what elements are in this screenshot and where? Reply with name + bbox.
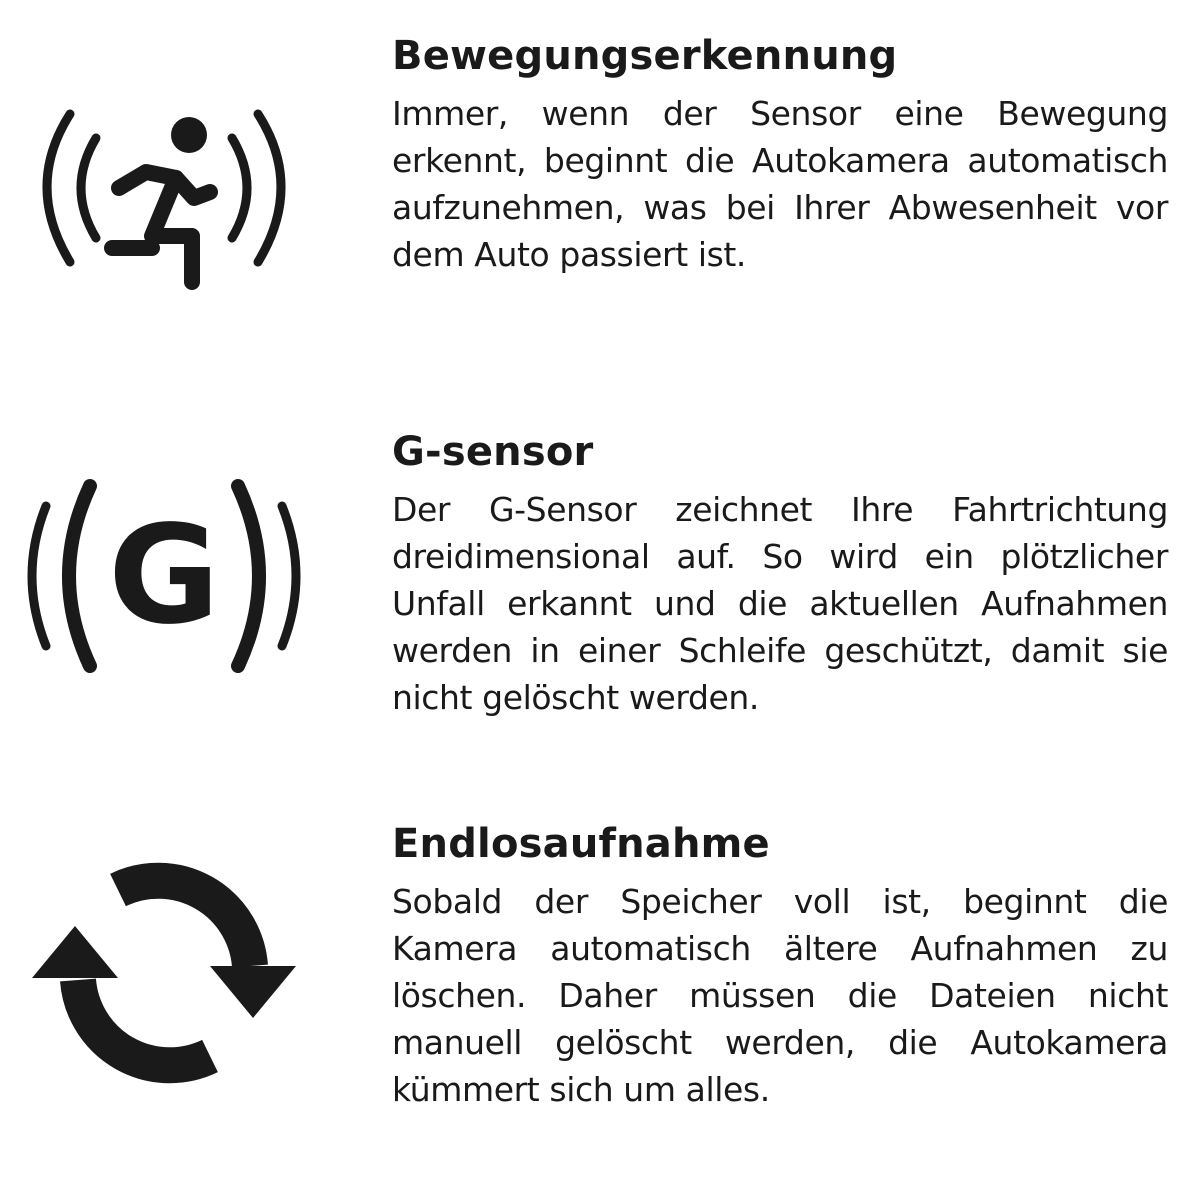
- feature-description: Der G-Sensor zeichnet Ihre Fahrtrichtung dreidimensional auf. So wird ein plötzlicher Unfall erkannt und die aktuellen Aufnahmen werden in einer Schleife geschützt, damit sie nicht gelöscht werden.: [392, 490, 1168, 717]
- feature-text: [392, 424, 1168, 721]
- feature-description: Immer, wenn der Sensor eine Bewegung erkennt, beginnt die Autokamera automatisch aufzunehmen, was bei Ihrer Abwesenheit vor dem Auto passiert ist.: [392, 94, 1168, 274]
- feature-title: Endlosaufnahme: [392, 821, 770, 867]
- g-sensor-letter: G: [108, 497, 220, 655]
- running-person-motion-icon: [24, 98, 304, 298]
- feature-text: [392, 816, 1168, 1113]
- g-sensor-icon: [24, 476, 304, 676]
- feature-title: G-sensor: [392, 429, 594, 475]
- feature-title: Bewegungserkennung: [392, 33, 898, 79]
- loop-recording-icon: [24, 852, 304, 1092]
- feature-description: Sobald der Speicher voll ist, beginnt die Kamera automatisch ältere Aufnahmen zu löschen. Daher müssen die Dateien nicht manuell gelöscht werden, die Autokamera kümmert sich um alles.: [392, 882, 1168, 1109]
- feature-text: [392, 28, 1168, 278]
